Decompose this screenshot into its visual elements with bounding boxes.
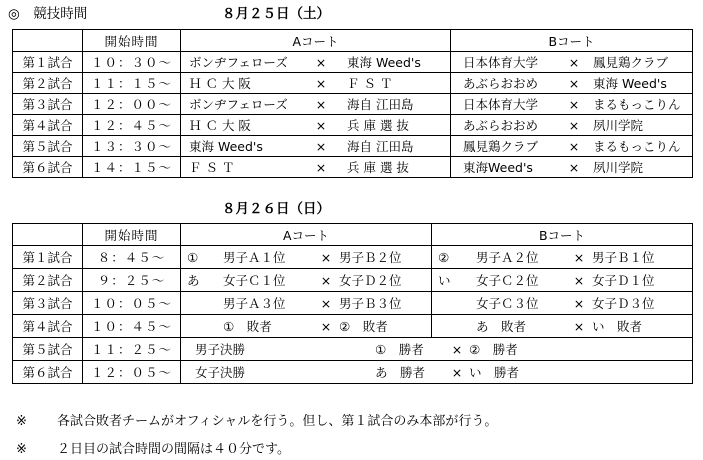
table-row bbox=[13, 136, 693, 157]
match-label: 第３試合 bbox=[13, 292, 83, 315]
versus-mark: × bbox=[315, 54, 327, 70]
table-row bbox=[13, 338, 693, 361]
team-right: ② 勝者 bbox=[469, 342, 518, 357]
day1-schedule-table bbox=[12, 29, 693, 178]
bracket-tag: ① bbox=[187, 249, 199, 265]
start-time: ９：２５〜 bbox=[83, 269, 181, 292]
table-row bbox=[13, 73, 693, 94]
versus-mark: × bbox=[315, 159, 327, 175]
court-a-matchup bbox=[181, 136, 451, 157]
team-right: 夙川学院 bbox=[593, 160, 644, 175]
team-right: 兵 庫 選 抜 bbox=[347, 160, 409, 175]
match-label: 第２試合 bbox=[13, 73, 83, 94]
versus-mark: × bbox=[320, 318, 332, 334]
court-a-matchup bbox=[181, 73, 451, 94]
team-left: 男子Ａ３位 bbox=[223, 296, 286, 311]
team-right: 東海 Weed's bbox=[347, 55, 421, 70]
team-left: Ｈ Ｃ 大 阪 bbox=[189, 76, 251, 91]
start-time: １４：１５〜 bbox=[83, 157, 181, 178]
day2-date: ８月２６日（日） bbox=[222, 201, 330, 217]
team-right: 女子Ｄ１位 bbox=[592, 273, 655, 288]
court-b-matchup bbox=[432, 315, 693, 338]
versus-mark: × bbox=[320, 295, 332, 311]
court-a-matchup bbox=[181, 246, 432, 269]
team-right: 海自 江田島 bbox=[347, 139, 414, 154]
team-right: ② 敗者 bbox=[339, 319, 388, 334]
team-left: 日本体育大学 bbox=[463, 97, 539, 112]
versus-mark: × bbox=[315, 75, 327, 91]
start-time: １０：０５〜 bbox=[83, 292, 181, 315]
versus-mark: × bbox=[315, 138, 327, 154]
section-heading: ◎ 競技時間 bbox=[8, 6, 88, 22]
court-b-matchup bbox=[451, 94, 693, 115]
court-b-matchup bbox=[432, 246, 693, 269]
versus-mark: × bbox=[320, 249, 332, 265]
table-row bbox=[13, 361, 693, 384]
final-label: 女子決勝 bbox=[195, 365, 246, 380]
bracket-tag: ② bbox=[438, 249, 450, 265]
court-a-matchup bbox=[181, 94, 451, 115]
team-left: 鳳見鶏クラブ bbox=[463, 139, 539, 154]
match-label: 第１試合 bbox=[13, 246, 83, 269]
team-right: 兵 庫 選 抜 bbox=[347, 118, 409, 133]
versus-mark: × bbox=[573, 318, 585, 334]
table-row bbox=[13, 246, 693, 269]
header-court-a: Aコート bbox=[181, 224, 432, 246]
match-label: 第２試合 bbox=[13, 269, 83, 292]
team-left: Ｆ Ｓ Ｔ bbox=[189, 160, 235, 175]
team-right: 夙川学院 bbox=[593, 118, 644, 133]
court-a-matchup bbox=[181, 52, 451, 73]
note-2 bbox=[16, 438, 290, 457]
versus-mark: × bbox=[568, 117, 580, 133]
team-left: ボンヂフェローズ bbox=[189, 97, 288, 112]
start-time: １２：４５〜 bbox=[83, 115, 181, 136]
versus-mark: × bbox=[568, 75, 580, 91]
table-row bbox=[13, 52, 693, 73]
team-left: あぶらおおめ bbox=[463, 118, 539, 133]
start-time: １２：００〜 bbox=[83, 94, 181, 115]
header-court-b: Bコート bbox=[451, 30, 693, 52]
match-label: 第６試合 bbox=[13, 157, 83, 178]
match-label: 第５試合 bbox=[13, 338, 83, 361]
team-left: あ 敗者 bbox=[476, 319, 527, 334]
versus-mark: × bbox=[568, 54, 580, 70]
start-time: １０：３０〜 bbox=[83, 52, 181, 73]
header-start-time: 開始時間 bbox=[83, 224, 181, 246]
court-b-matchup bbox=[451, 73, 693, 94]
team-left: 女子Ｃ１位 bbox=[223, 273, 286, 288]
versus-mark: × bbox=[315, 96, 327, 112]
header-court-b: Bコート bbox=[432, 224, 693, 246]
court-b-matchup bbox=[432, 269, 693, 292]
versus-mark: × bbox=[568, 159, 580, 175]
start-time: ８：４５〜 bbox=[83, 246, 181, 269]
court-a-matchup bbox=[181, 157, 451, 178]
note-text: 各試合敗者チームがオフィシャルを行う。但し、第１試合のみ本部が行う。 bbox=[57, 414, 498, 429]
court-b-matchup bbox=[451, 52, 693, 73]
table-row bbox=[13, 157, 693, 178]
versus-mark: × bbox=[568, 96, 580, 112]
start-time: １１：２５〜 bbox=[83, 338, 181, 361]
court-a-matchup bbox=[181, 315, 432, 338]
team-left: 東海Weed's bbox=[463, 160, 533, 175]
header-empty bbox=[13, 224, 83, 246]
table-row bbox=[13, 292, 693, 315]
final-matchup bbox=[181, 361, 693, 384]
versus-mark: × bbox=[451, 364, 463, 380]
team-left: ボンヂフェローズ bbox=[189, 55, 288, 70]
team-right: 男子Ｂ３位 bbox=[339, 296, 402, 311]
team-left: 東海 Weed's bbox=[189, 139, 263, 154]
team-right: 女子Ｄ３位 bbox=[592, 296, 655, 311]
table-row bbox=[13, 94, 693, 115]
table-row bbox=[13, 315, 693, 338]
match-label: 第５試合 bbox=[13, 136, 83, 157]
versus-mark: × bbox=[451, 341, 463, 357]
note-text: ２日目の試合時間の間隔は４０分です。 bbox=[57, 442, 291, 457]
team-right: い 敗者 bbox=[592, 319, 643, 334]
header-empty bbox=[13, 30, 83, 52]
court-b-matchup bbox=[451, 115, 693, 136]
versus-mark: × bbox=[315, 117, 327, 133]
team-left: 男子Ａ１位 bbox=[223, 250, 286, 265]
team-left: あぶらおおめ bbox=[463, 76, 539, 91]
team-right: まるもっこりん bbox=[593, 97, 681, 112]
final-matchup bbox=[181, 338, 693, 361]
team-left: 女子Ｃ３位 bbox=[476, 296, 539, 311]
court-b-matchup bbox=[432, 292, 693, 315]
versus-mark: × bbox=[573, 249, 585, 265]
match-label: 第６試合 bbox=[13, 361, 83, 384]
day1-date: ８月２５日（土） bbox=[222, 6, 330, 22]
team-right: Ｆ Ｓ Ｔ bbox=[347, 76, 393, 91]
start-time: １１：１５〜 bbox=[83, 73, 181, 94]
match-label: 第４試合 bbox=[13, 115, 83, 136]
final-label: 男子決勝 bbox=[195, 342, 246, 357]
team-right: 男子Ｂ１位 bbox=[592, 250, 655, 265]
header-start-time: 開始時間 bbox=[83, 30, 181, 52]
team-left: ① 敗者 bbox=[223, 319, 272, 334]
court-b-matchup bbox=[451, 136, 693, 157]
team-right: まるもっこりん bbox=[593, 139, 681, 154]
note-1 bbox=[16, 410, 497, 429]
team-right: 海自 江田島 bbox=[347, 97, 414, 112]
versus-mark: × bbox=[568, 138, 580, 154]
match-label: 第４試合 bbox=[13, 315, 83, 338]
day1-header-row bbox=[13, 30, 693, 52]
note-mark: ※ bbox=[16, 414, 27, 429]
day2-header-row bbox=[13, 224, 693, 246]
team-right: い 勝者 bbox=[469, 365, 520, 380]
court-a-matchup bbox=[181, 292, 432, 315]
note-mark: ※ bbox=[16, 442, 27, 457]
bracket-tag: い bbox=[438, 273, 451, 288]
team-left: あ 勝者 bbox=[375, 365, 426, 380]
team-right: 男子Ｂ２位 bbox=[339, 250, 402, 265]
team-left: 女子Ｃ２位 bbox=[476, 273, 539, 288]
match-label: 第１試合 bbox=[13, 52, 83, 73]
start-time: １３：３０〜 bbox=[83, 136, 181, 157]
versus-mark: × bbox=[320, 272, 332, 288]
versus-mark: × bbox=[573, 295, 585, 311]
team-left: ① 勝者 bbox=[375, 342, 424, 357]
team-left: Ｈ Ｃ 大 阪 bbox=[189, 118, 251, 133]
team-right: 鳳見鶏クラブ bbox=[593, 55, 669, 70]
team-left: 日本体育大学 bbox=[463, 55, 539, 70]
table-row bbox=[13, 115, 693, 136]
start-time: １０：４５〜 bbox=[83, 315, 181, 338]
court-a-matchup bbox=[181, 269, 432, 292]
court-a-matchup bbox=[181, 115, 451, 136]
versus-mark: × bbox=[573, 272, 585, 288]
bracket-tag: あ bbox=[187, 273, 200, 288]
match-label: 第３試合 bbox=[13, 94, 83, 115]
team-right: 女子Ｄ２位 bbox=[339, 273, 402, 288]
day2-schedule-table bbox=[12, 223, 693, 384]
team-left: 男子Ａ２位 bbox=[476, 250, 539, 265]
court-b-matchup bbox=[451, 157, 693, 178]
team-right: 東海 Weed's bbox=[593, 76, 667, 91]
table-row bbox=[13, 269, 693, 292]
header-court-a: Aコート bbox=[181, 30, 451, 52]
start-time: １２：０５〜 bbox=[83, 361, 181, 384]
